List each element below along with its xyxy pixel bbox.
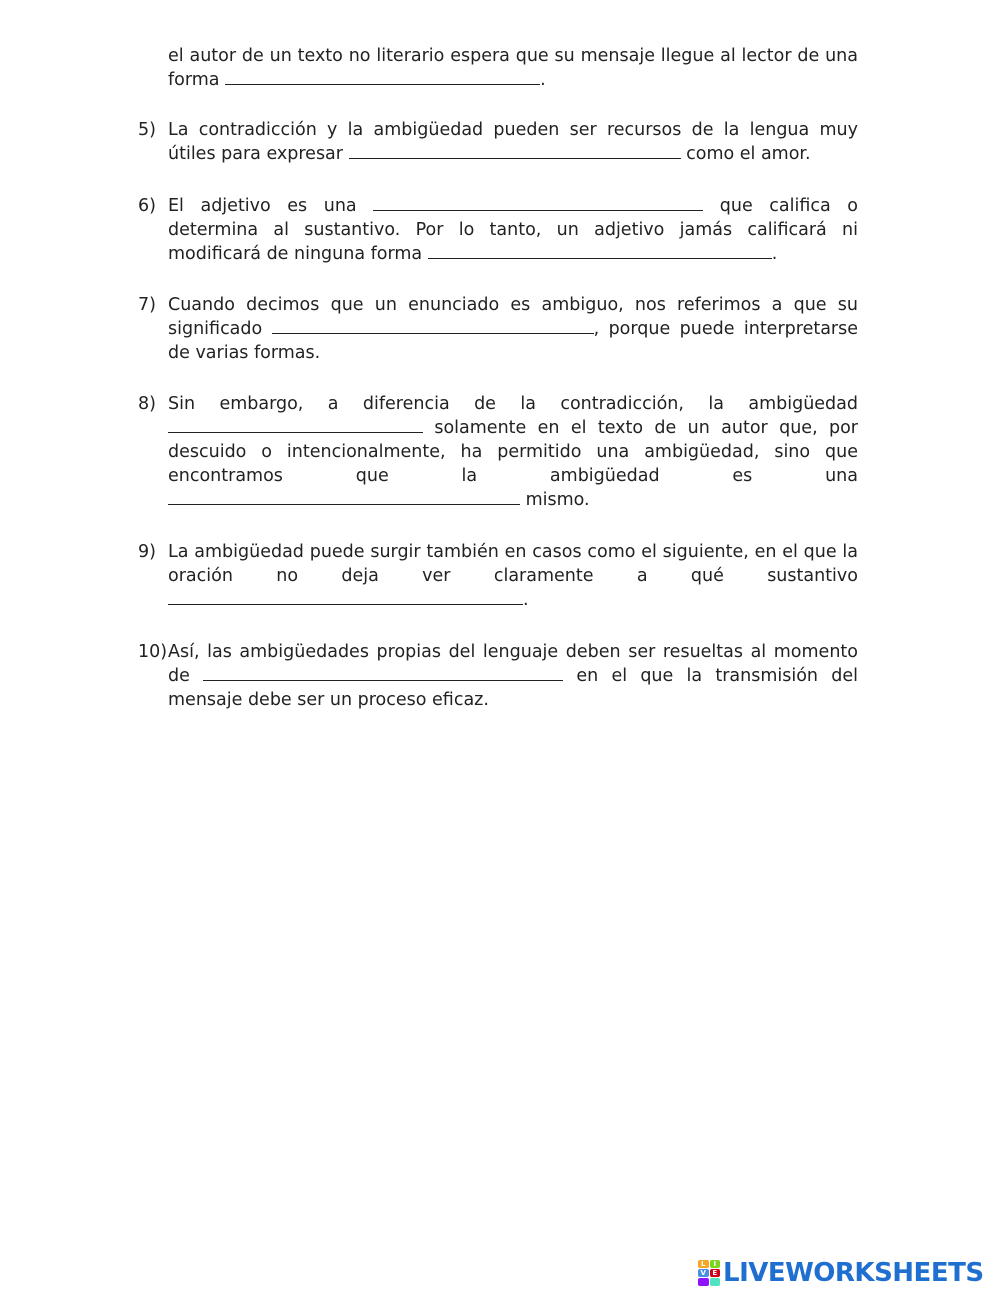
question-item xyxy=(138,118,860,166)
question-number: 8) xyxy=(138,394,156,414)
text-segment: Cuando decimos que un enunciado es ambiguo, nos referimos a que su significado xyxy=(168,295,858,339)
answer-blank[interactable] xyxy=(428,242,772,259)
answer-blank[interactable] xyxy=(225,68,540,85)
question-number: 9) xyxy=(138,542,156,562)
text-segment: . xyxy=(523,590,529,610)
question-text xyxy=(168,293,858,365)
logo-icon-tile xyxy=(698,1278,709,1286)
question-text xyxy=(168,44,858,92)
text-segment: Sin embargo, a diferencia de la contradicción, la ambigüedad xyxy=(168,394,858,414)
answer-blank[interactable] xyxy=(373,194,703,211)
question-text xyxy=(168,194,858,266)
liveworksheets-logo-icon xyxy=(698,1260,720,1286)
question-item xyxy=(138,640,860,712)
question-text xyxy=(168,540,858,612)
question-text xyxy=(168,392,858,512)
text-segment: , porque puede interpretarse de varias formas. xyxy=(168,319,858,363)
question-item xyxy=(138,293,860,365)
question-text xyxy=(168,118,858,166)
question-item xyxy=(138,194,860,266)
answer-blank[interactable] xyxy=(203,664,563,681)
answer-blank[interactable] xyxy=(168,588,523,605)
question-item xyxy=(138,540,860,612)
text-segment: La contradicción y la ambigüedad pueden ser recursos de la lengua muy útiles para expresar xyxy=(168,120,858,164)
answer-blank[interactable] xyxy=(168,488,520,505)
question-number: 5) xyxy=(138,120,156,140)
text-segment: en el que la transmisión del mensaje debe ser un proceso eficaz. xyxy=(168,666,858,710)
question-number: 7) xyxy=(138,295,156,315)
logo-text: LIVEWORKSHEETS xyxy=(723,1258,984,1288)
liveworksheets-logo xyxy=(698,1258,984,1288)
question-text xyxy=(168,640,858,712)
question-number: 6) xyxy=(138,196,156,216)
text-segment: el autor de un texto no literario espera que su mensaje llegue al lector de una forma xyxy=(168,46,858,90)
logo-icon-tile: L xyxy=(698,1260,709,1268)
logo-icon-tile xyxy=(710,1278,721,1286)
logo-icon-tile: E xyxy=(710,1269,721,1277)
answer-blank[interactable] xyxy=(349,142,681,159)
text-segment: solamente en el texto de un autor que, por descuido o intencionalmente, ha permitido una ambigüedad, sino que encontramos que la ambigüedad es una xyxy=(168,418,858,486)
text-segment: El adjetivo es una xyxy=(168,196,374,216)
question-item xyxy=(138,44,860,92)
text-segment: . xyxy=(771,244,778,264)
question-number: 10) xyxy=(138,642,168,662)
question-item xyxy=(138,392,860,512)
answer-blank[interactable] xyxy=(168,416,423,433)
text-segment: mismo. xyxy=(520,490,590,510)
text-segment: que califica o determina al sustantivo. Por lo tanto, un adjetivo jamás calificará ni modificará de ninguna forma xyxy=(168,196,858,264)
text-segment: La ambigüedad puede surgir también en casos como el siguiente, en el que la oración no deja ver claramente a qué sustantivo xyxy=(168,542,858,586)
logo-icon-tile: V xyxy=(698,1269,709,1277)
logo-icon-tile: I xyxy=(710,1260,721,1268)
text-segment: . xyxy=(540,70,546,90)
text-segment: Así, las ambigüedades propias del lenguaje deben ser resueltas al momento de xyxy=(168,642,858,686)
answer-blank[interactable] xyxy=(272,317,594,334)
text-segment: como el amor. xyxy=(680,144,811,164)
